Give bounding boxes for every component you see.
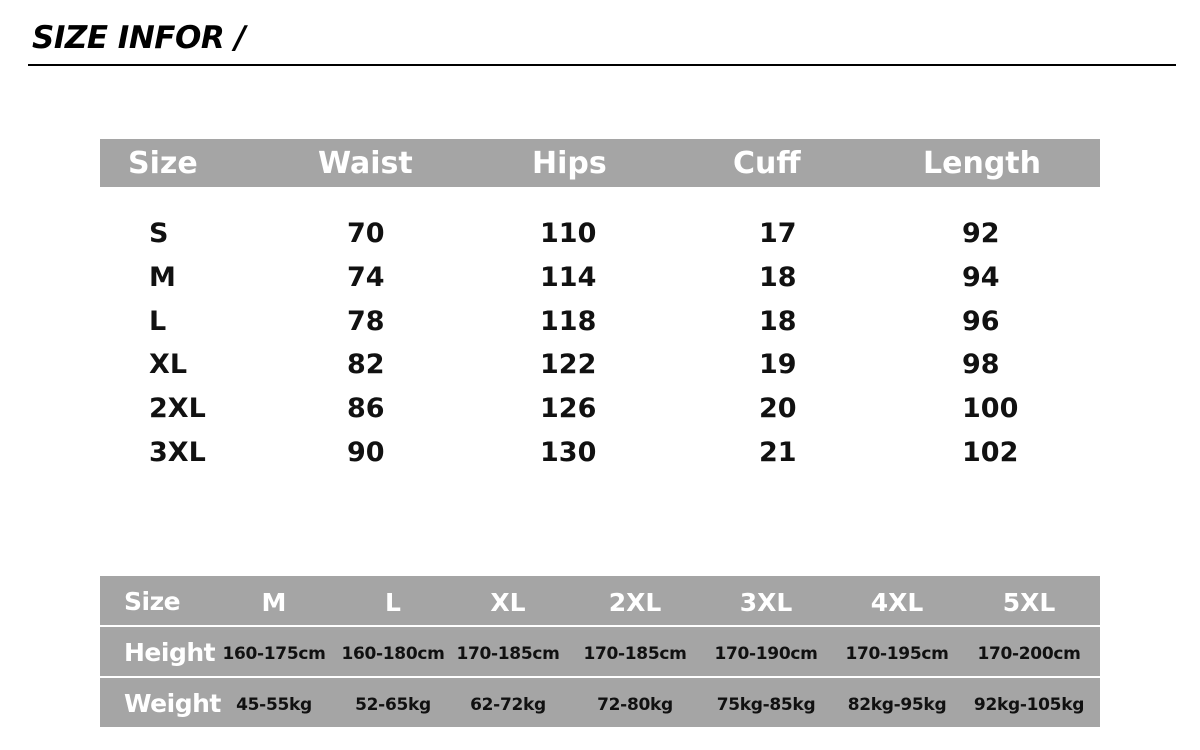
weight-2xl: 72-80kg <box>597 695 673 715</box>
cell-length: 94 <box>962 262 1000 293</box>
fit-row-height <box>100 627 1100 676</box>
cell-size: XL <box>149 349 188 380</box>
height-4xl: 170-195cm <box>845 644 949 664</box>
cell-hips: 118 <box>540 306 597 337</box>
cell-cuff: 18 <box>759 262 797 293</box>
fit-label-height: Height <box>124 638 216 667</box>
weight-5xl: 92kg-105kg <box>973 695 1085 715</box>
cell-waist: 82 <box>347 349 385 380</box>
cell-size: M <box>149 262 176 293</box>
header-cuff: Cuff <box>733 146 801 181</box>
size-row-xl <box>100 343 1100 387</box>
size-row-l <box>100 300 1100 344</box>
fit-size-4xl: 4XL <box>870 588 924 617</box>
cell-waist: 86 <box>347 393 385 424</box>
header-size: Size <box>128 146 198 181</box>
fit-label-weight: Weight <box>124 689 221 718</box>
cell-hips: 122 <box>540 349 597 380</box>
header-length: Length <box>923 146 1041 181</box>
size-row-2xl <box>100 387 1100 431</box>
size-row-s <box>100 212 1100 256</box>
title-divider <box>28 64 1176 66</box>
fit-size-xl: XL <box>490 588 526 617</box>
cell-cuff: 17 <box>759 218 797 249</box>
cell-length: 102 <box>962 437 1019 468</box>
weight-3xl: 75kg-85kg <box>716 695 816 715</box>
cell-size: L <box>149 306 167 337</box>
cell-cuff: 21 <box>759 437 797 468</box>
cell-length: 100 <box>962 393 1019 424</box>
cell-cuff: 19 <box>759 349 797 380</box>
cell-hips: 114 <box>540 262 597 293</box>
cell-cuff: 18 <box>759 306 797 337</box>
height-l: 160-180cm <box>341 644 445 664</box>
cell-hips: 130 <box>540 437 597 468</box>
size-row-3xl <box>100 431 1100 475</box>
cell-waist: 78 <box>347 306 385 337</box>
fit-row-weight <box>100 678 1100 727</box>
fit-size-2xl: 2XL <box>608 588 662 617</box>
cell-length: 96 <box>962 306 1000 337</box>
weight-xl: 62-72kg <box>470 695 546 715</box>
fit-row-size <box>100 576 1100 625</box>
fit-label-size: Size <box>124 587 181 616</box>
cell-hips: 110 <box>540 218 597 249</box>
fit-size-l: L <box>385 588 401 617</box>
height-m: 160-175cm <box>222 644 326 664</box>
cell-length: 92 <box>962 218 1000 249</box>
cell-cuff: 20 <box>759 393 797 424</box>
weight-m: 45-55kg <box>236 695 312 715</box>
cell-length: 98 <box>962 349 1000 380</box>
height-xl: 170-185cm <box>456 644 560 664</box>
weight-l: 52-65kg <box>355 695 431 715</box>
cell-waist: 74 <box>347 262 385 293</box>
cell-waist: 90 <box>347 437 385 468</box>
fit-size-3xl: 3XL <box>739 588 793 617</box>
cell-size: S <box>149 218 169 249</box>
page-title: SIZE INFOR / <box>32 20 246 56</box>
size-row-m <box>100 256 1100 300</box>
cell-size: 2XL <box>149 393 206 424</box>
height-5xl: 170-200cm <box>977 644 1081 664</box>
cell-waist: 70 <box>347 218 385 249</box>
height-2xl: 170-185cm <box>583 644 687 664</box>
cell-hips: 126 <box>540 393 597 424</box>
header-hips: Hips <box>532 146 607 181</box>
fit-size-m: M <box>261 588 287 617</box>
fit-size-5xl: 5XL <box>1002 588 1056 617</box>
size-chart-header <box>100 139 1100 187</box>
fit-table <box>100 576 1100 729</box>
weight-4xl: 82kg-95kg <box>847 695 947 715</box>
header-waist: Waist <box>318 146 413 181</box>
cell-size: 3XL <box>149 437 206 468</box>
height-3xl: 170-190cm <box>714 644 818 664</box>
